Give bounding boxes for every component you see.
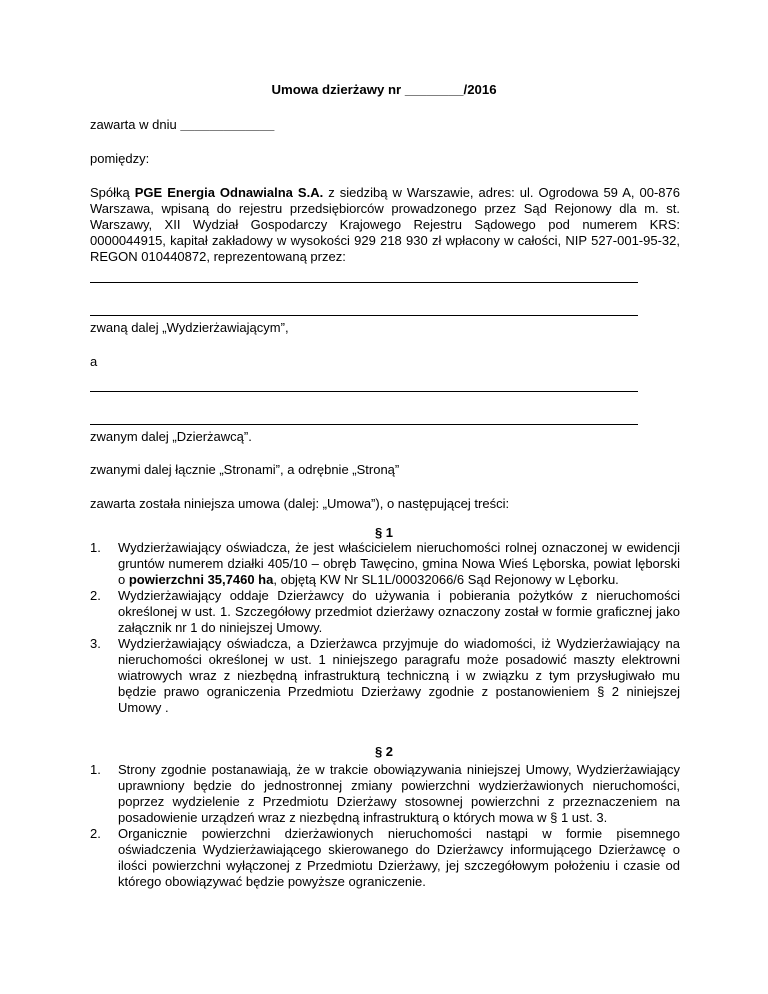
signature-line-1 [90,282,638,283]
list-item [90,826,680,890]
item-text: Wydzierżawiający oświadcza, a Dzierżawca przyjmuje do wiadomości, iż Wydzierżawiający na nieruchomości określonej w ust. 1 niniejszego paragrafu może posadowić maszty elektrowni wiatrowych wraz z niezbędną infrastrukturą techniczną i w związku z tym przysługiwało mu będzie prawo ograniczenia Przedmiotu Dzierżawy zgodnie z postanowieniem § 2 niniejszej Umowy . [118,636,680,715]
item-number: 1. [90,762,101,777]
item-number: 3. [90,636,101,651]
party1-details: z siedzibą w Warszawie, adres: ul. Ogrodowa 59 A, 00-876 Warszawa, wpisaną do rejestru przedsiębiorców prowadzonego przez Sąd Rejonowy dla m. st. Warszawy, XII Wydział Gospodarczy Krajowego Rejestru Sądowego pod numerem KRS: 0000044915, kapitał zakładowy w wysokości 929 218 930 zł wpłacony w całości, NIP 527-001-95-32, REGON 010440872, reprezentowaną przez: [90,185,680,264]
and-word: a [90,354,98,369]
item-text: Strony zgodnie postanawiają, że w trakcie obowiązywania niniejszej Umowy, Wydzierżawiający uprawniony będzie do jednostronnej zmiany powierzchni wydzierżawionych nieruchomości, poprzez wydzielenie z Przedmiotu Dzierżawy stosownej powierzchni z przeznaczeniem na posadowienie urządzeń wraz z niezbędną infrastrukturą o których mowa w § 1 ust. 3. [118,762,680,825]
section-2-list [90,762,680,890]
item-number: 1. [90,540,101,555]
title-prefix: Umowa dzierżawy nr [271,82,405,97]
signature-line-2 [90,315,638,316]
date-blank: _____________ [180,117,275,132]
section-1-heading: § 1 [374,525,394,540]
party1-prefix: Spółką [90,185,135,200]
document-title [0,82,768,98]
item-number: 2. [90,588,101,603]
section-1-list [90,540,680,716]
item-text: Wydzierżawiający oddaje Dzierżawcy do używania i pobierania pożytków z nieruchomości określonej w ust. 1. Szczegółowy przedmiot dzierżawy oznaczony został w formie graficznej jako załącznik nr 1 do niniejszej Umowy. [118,588,680,635]
item-text: Wydzierżawiający oświadcza, że jest właścicielem nieruchomości rolnej oznaczonej w ewidencji gruntów numerem działki 405/10 – obręb Tawęcino, gmina Nowa Wieś Lęborska, powiat lęborski o [118,540,680,587]
jointly-text: zwanymi dalej łącznie „Stronami”, a odrębnie „Stroną” [90,462,400,477]
signature-line-4 [90,424,638,425]
section-2-heading: § 2 [374,744,394,759]
concluded-on-text: zawarta w dniu [90,117,181,132]
list-item [90,762,680,826]
title-suffix: /2016 [463,82,497,97]
party1-company-name: PGE Energia Odnawialna S.A. [134,185,324,200]
list-item [90,636,680,716]
signature-line-3 [90,391,638,392]
list-item [90,588,680,636]
concluded-text: zawarta została niniejsza umowa (dalej: „Umowa”), o następującej treści: [90,496,510,511]
party1-description [90,185,680,265]
item-bold-text: powierzchni 35,7460 ha [128,572,274,587]
item-text: Organicznie powierzchni dzierżawionych nieruchomości nastąpi w formie pisemnego oświadczenia Wydzierżawiającego skierowanego do Dzierżawcy informującego Dzierżawcę o ilości powierzchni wyłączonej z Przedmiotu Dzierżawy, jej szczegółowym położeniu i czasie od którego obowiązywać będzie powyższe ograniczenie. [118,826,680,889]
party2-called: zwanym dalej „Dzierżawcą”. [90,429,252,444]
item-text-end: , objętą KW Nr SL1L/00032066/6 Sąd Rejonowy w Lęborku. [273,572,619,587]
title-number-blank: ________ [404,82,464,97]
party1-called: zwaną dalej „Wydzierżawiającym”, [90,320,289,335]
item-number: 2. [90,826,101,841]
concluded-date-line [90,117,680,133]
list-item [90,540,680,588]
between-text: pomiędzy: [90,151,150,166]
